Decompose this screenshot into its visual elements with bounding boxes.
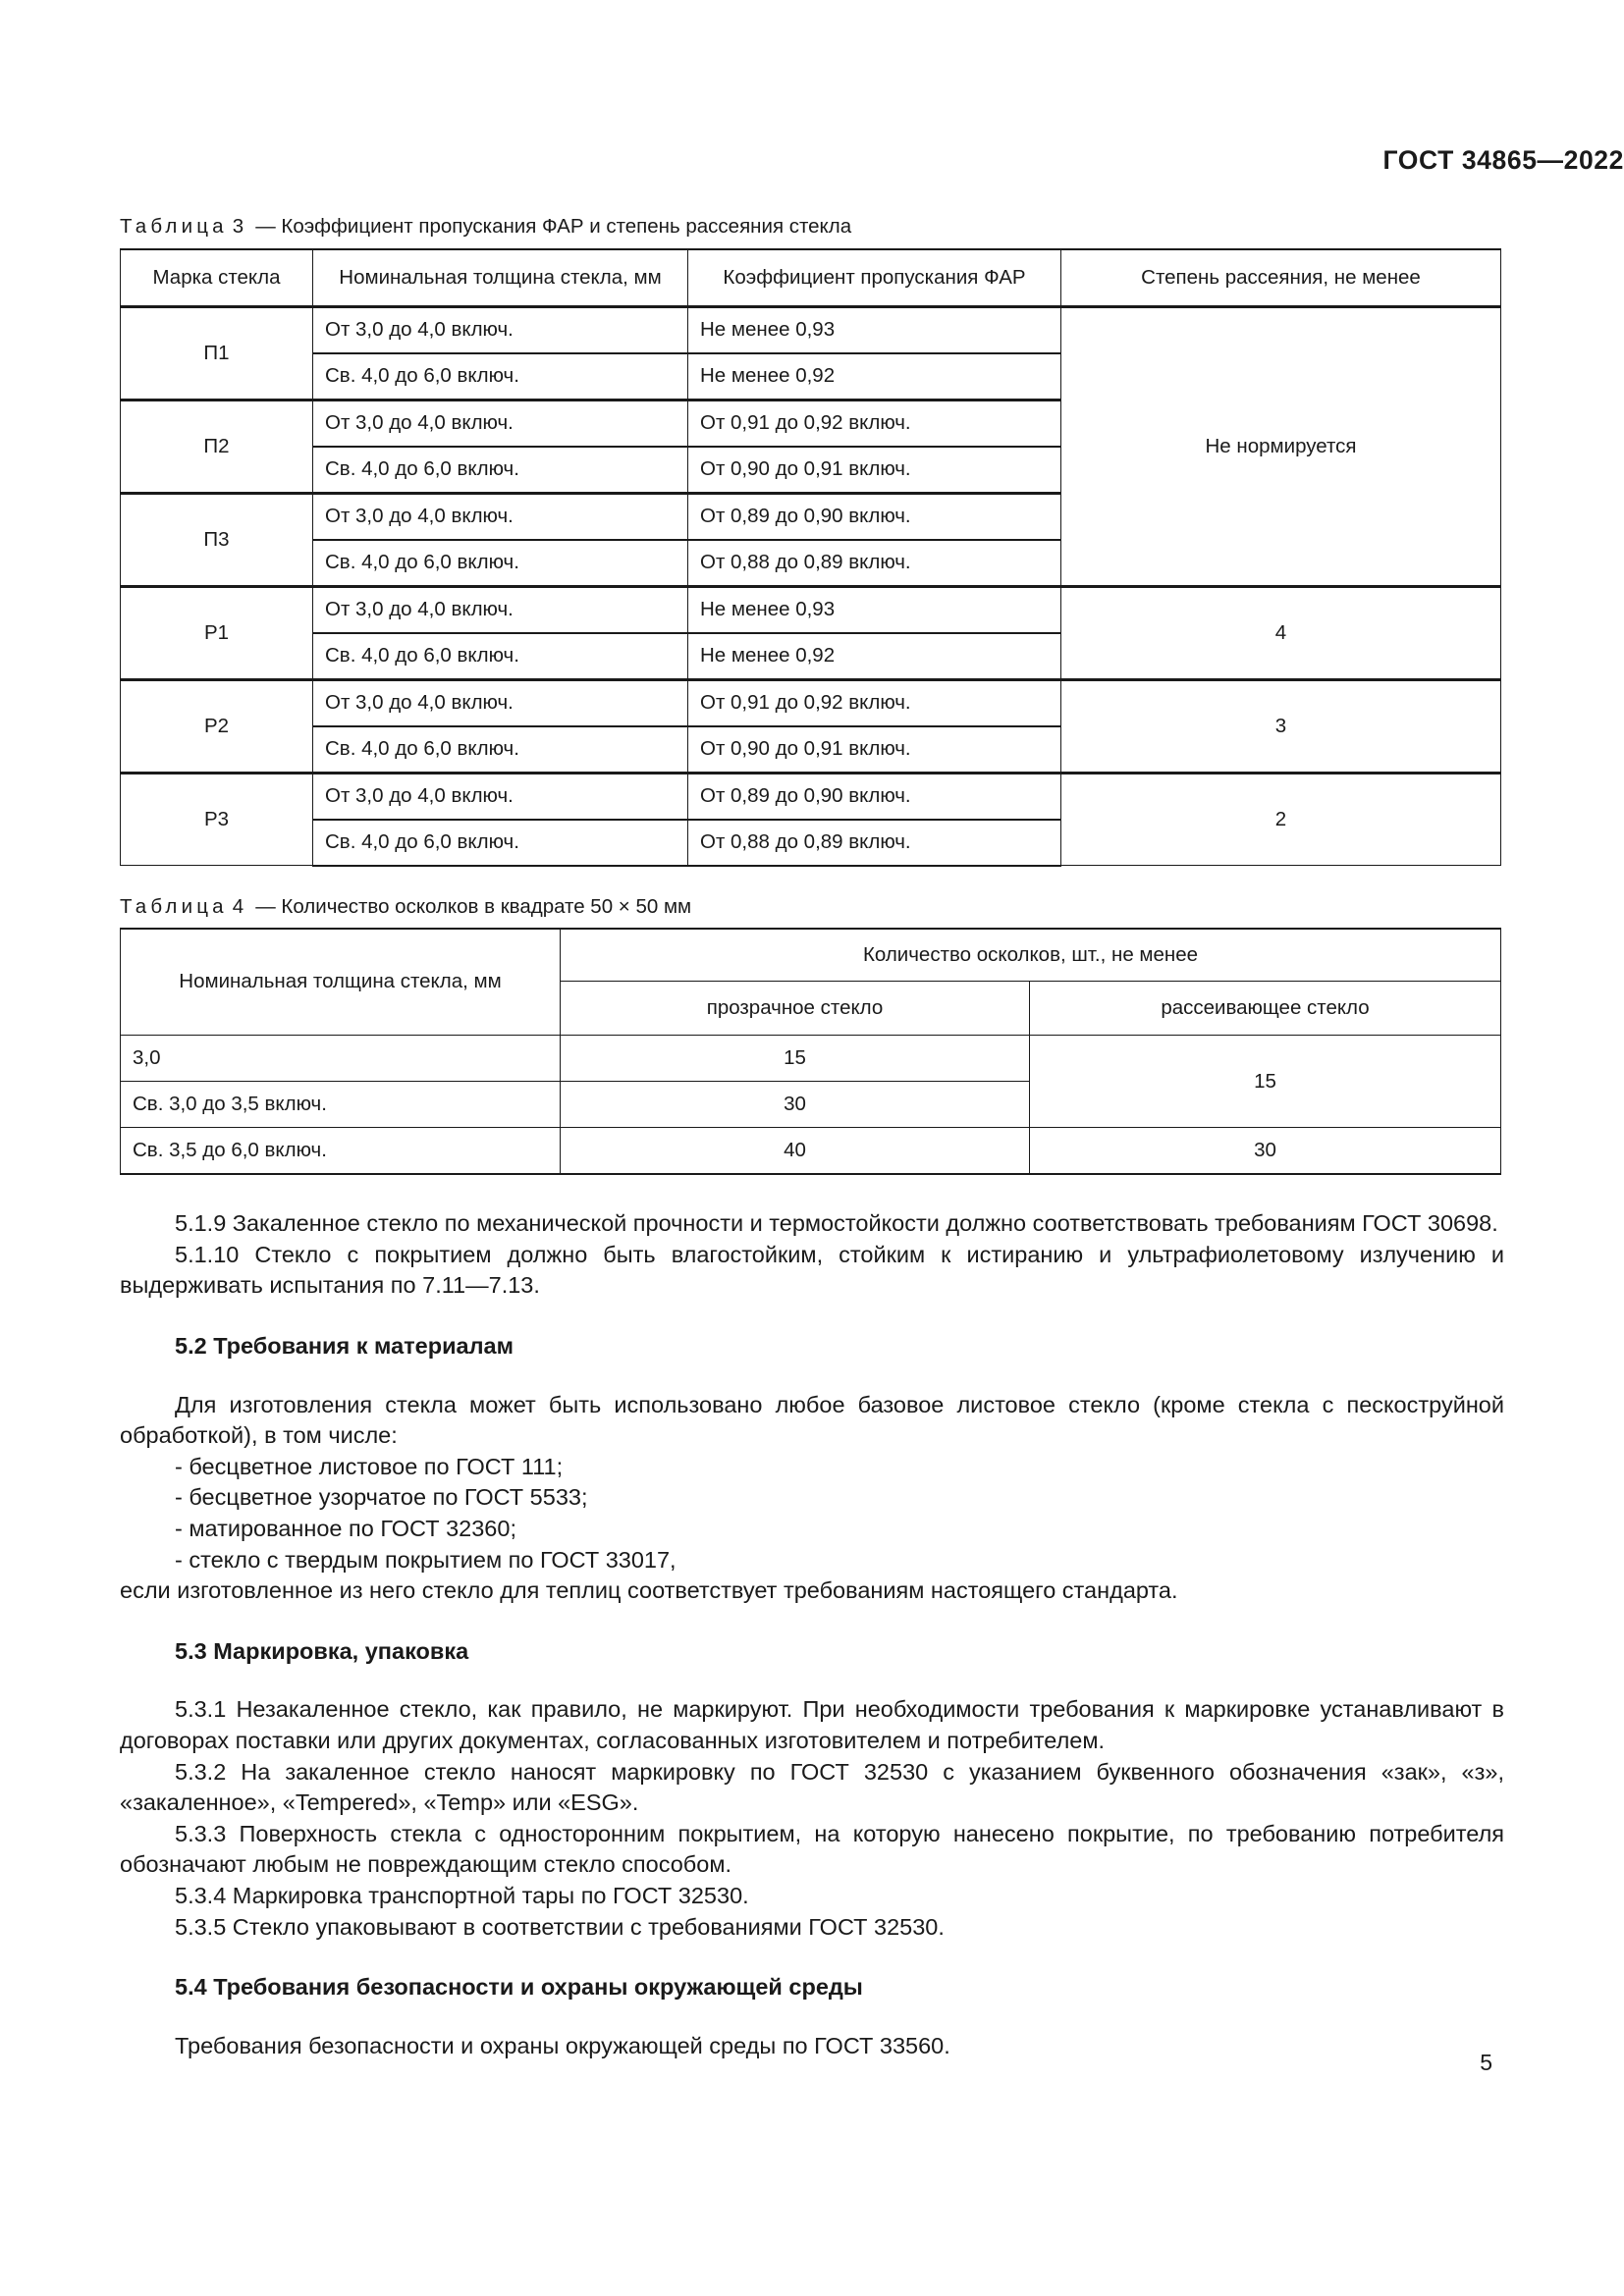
table-3-par-transmittance-and-scattering <box>120 248 1501 867</box>
heading-5-2: 5.2 Требования к материалам <box>175 1333 514 1360</box>
list-item: - матированное по ГОСТ 32360; <box>175 1516 516 1542</box>
table-4-thickness: Св. 3,0 до 3,5 включ. <box>121 1082 561 1128</box>
table-3-grade-p2: П2 <box>121 400 313 493</box>
table-row <box>121 1036 1501 1082</box>
heading-5-3: 5.3 Маркировка, упаковка <box>175 1637 469 1664</box>
table-3-header-grade: Марка стекла <box>121 249 313 307</box>
heading-5-4: 5.4 Требования безопасности и охраны окружающей среды <box>175 1974 863 2001</box>
table-3-par-value: От 0,89 до 0,90 включ. <box>688 773 1061 820</box>
table-3-thickness: Св. 4,0 до 6,0 включ. <box>313 353 688 400</box>
clause-5-1-9: 5.1.9 Закаленное стекло по механической прочности и термостойкости должно соответствовать требованиям ГОСТ 30698. <box>175 1210 1498 1237</box>
clause-5-3-1: 5.3.1 Незакаленное стекло, как правило, не маркируют. При необходимости требования к маркировке устанавливают в договорах поставки или других документах, согласованных изготовителем и потребителем. <box>120 1696 1504 1753</box>
table-4-thickness: 3,0 <box>121 1036 561 1082</box>
table-3-header-row <box>121 249 1501 307</box>
table-3-thickness: Св. 4,0 до 6,0 включ. <box>313 540 688 587</box>
table-4-thickness: Св. 3,5 до 6,0 включ. <box>121 1128 561 1175</box>
table-3-par-value: От 0,90 до 0,91 включ. <box>688 447 1061 494</box>
table-4-caption <box>120 894 1504 921</box>
table-3-par-value: Не менее 0,93 <box>688 586 1061 633</box>
table-3-header-scattering: Степень рассеяния, не менее <box>1061 249 1501 307</box>
paragraph-5-2-intro: Для изготовления стекла может быть использовано любое базовое листовое стекло (кроме стекла с пескоструйной обработкой), в том числе: <box>120 1391 1504 1449</box>
table-4-header-thickness: Номинальная толщина стекла, мм <box>121 929 561 1036</box>
table-row <box>121 1128 1501 1175</box>
table-4-clear-value: 30 <box>561 1082 1030 1128</box>
table-3-header-par: Коэффициент пропускания ФАР <box>688 249 1061 307</box>
table-3-grade-r1: Р1 <box>121 586 313 679</box>
table-3-par-value: Не менее 0,92 <box>688 353 1061 400</box>
table-row <box>121 306 1501 353</box>
table-3-caption <box>120 214 1504 240</box>
list-item: - бесцветное узорчатое по ГОСТ 5533; <box>175 1484 588 1511</box>
table-3-thickness: Св. 4,0 до 6,0 включ. <box>313 447 688 494</box>
table-3-par-value: От 0,91 до 0,92 включ. <box>688 679 1061 726</box>
paragraph-5-4: Требования безопасности и охраны окружающей среды по ГОСТ 33560. <box>175 2032 950 2058</box>
clause-5-1-10: 5.1.10 Стекло с покрытием должно быть влагостойким, стойким к истиранию и ультрафиолетовому излучению и выдерживать испытания по 7.11—7.13. <box>120 1241 1504 1299</box>
table-4-caption-number: 4 <box>232 894 244 918</box>
clause-5-3-3: 5.3.3 Поверхность стекла с односторонним покрытием, на которую нанесено покрытие, по требованию потребителя обозначают любым не повреждающим стекло способом. <box>120 1820 1504 1878</box>
page-content <box>120 0 1504 2061</box>
table-3-caption-number: 3 <box>232 215 244 238</box>
running-header-standard-number: ГОСТ 34865—2022 <box>1382 145 1624 175</box>
table-3-scattering-value: 2 <box>1061 773 1501 866</box>
clause-5-3-2: 5.3.2 На закаленное стекло наносят маркировку по ГОСТ 32530 с указанием буквенного обозначения «зак», «з», «закаленное», «Tempered», «Temp» или «ESG». <box>120 1758 1504 1816</box>
table-3-caption-text: — Коэффициент пропускания ФАР и степень рассеяния стекла <box>255 215 852 238</box>
table-row <box>121 586 1501 633</box>
table-4-header-count-span: Количество осколков, шт., не менее <box>561 929 1501 982</box>
table-4-caption-text: — Количество осколков в квадрате 50 × 50 мм <box>255 894 692 918</box>
table-3-par-value: От 0,89 до 0,90 включ. <box>688 493 1061 540</box>
table-4-header-clear-glass: прозрачное стекло <box>561 982 1030 1036</box>
table-3-thickness: От 3,0 до 4,0 включ. <box>313 773 688 820</box>
table-4-clear-value: 15 <box>561 1036 1030 1082</box>
table-4-header-row-1 <box>121 929 1501 982</box>
table-3-thickness: От 3,0 до 4,0 включ. <box>313 493 688 540</box>
table-4-header-diffuse-glass: рассеивающее стекло <box>1030 982 1501 1036</box>
page-number: 5 <box>1480 2050 1492 2075</box>
table-3-thickness: От 3,0 до 4,0 включ. <box>313 679 688 726</box>
table-3-par-value: Не менее 0,93 <box>688 306 1061 353</box>
list-item: - бесцветное листовое по ГОСТ 111; <box>175 1453 564 1479</box>
table-3-grade-r3: Р3 <box>121 773 313 866</box>
table-3-scattering-not-normalized: Не нормируется <box>1061 306 1501 586</box>
table-3-thickness: Св. 4,0 до 6,0 включ. <box>313 633 688 680</box>
table-3-par-value: От 0,91 до 0,92 включ. <box>688 400 1061 447</box>
list-item: - стекло с твердым покрытием по ГОСТ 33017, <box>175 1546 677 1573</box>
paragraph-5-2-tail: если изготовленное из него стекло для теплиц соответствует требованиям настоящего стандарта. <box>120 1577 1178 1604</box>
table-3-par-value: От 0,88 до 0,89 включ. <box>688 820 1061 866</box>
table-3-thickness: От 3,0 до 4,0 включ. <box>313 400 688 447</box>
table-3-thickness: Св. 4,0 до 6,0 включ. <box>313 726 688 774</box>
table-3-par-value: Не менее 0,92 <box>688 633 1061 680</box>
table-3-thickness: Св. 4,0 до 6,0 включ. <box>313 820 688 866</box>
table-3-grade-r2: Р2 <box>121 679 313 773</box>
table-4-caption-label: Таблица <box>120 894 228 918</box>
clause-5-3-5: 5.3.5 Стекло упаковывают в соответствии с требованиями ГОСТ 32530. <box>175 1913 945 1940</box>
table-3-par-value: От 0,90 до 0,91 включ. <box>688 726 1061 774</box>
table-3-scattering-value: 3 <box>1061 679 1501 773</box>
table-4-clear-value: 40 <box>561 1128 1030 1175</box>
clause-5-3-4: 5.3.4 Маркировка транспортной тары по ГОСТ 32530. <box>175 1882 749 1908</box>
table-4-fragment-count <box>120 928 1501 1175</box>
table-3-caption-label: Таблица <box>120 215 228 238</box>
table-3-scattering-value: 4 <box>1061 586 1501 679</box>
table-3-thickness: От 3,0 до 4,0 включ. <box>313 306 688 353</box>
table-3-header-thickness: Номинальная толщина стекла, мм <box>313 249 688 307</box>
table-row <box>121 679 1501 726</box>
table-4-diffuse-value: 15 <box>1030 1036 1501 1128</box>
table-3-grade-p1: П1 <box>121 306 313 400</box>
table-3-grade-p3: П3 <box>121 493 313 586</box>
table-row <box>121 773 1501 820</box>
table-3-par-value: От 0,88 до 0,89 включ. <box>688 540 1061 587</box>
table-3-thickness: От 3,0 до 4,0 включ. <box>313 586 688 633</box>
table-4-diffuse-value: 30 <box>1030 1128 1501 1175</box>
